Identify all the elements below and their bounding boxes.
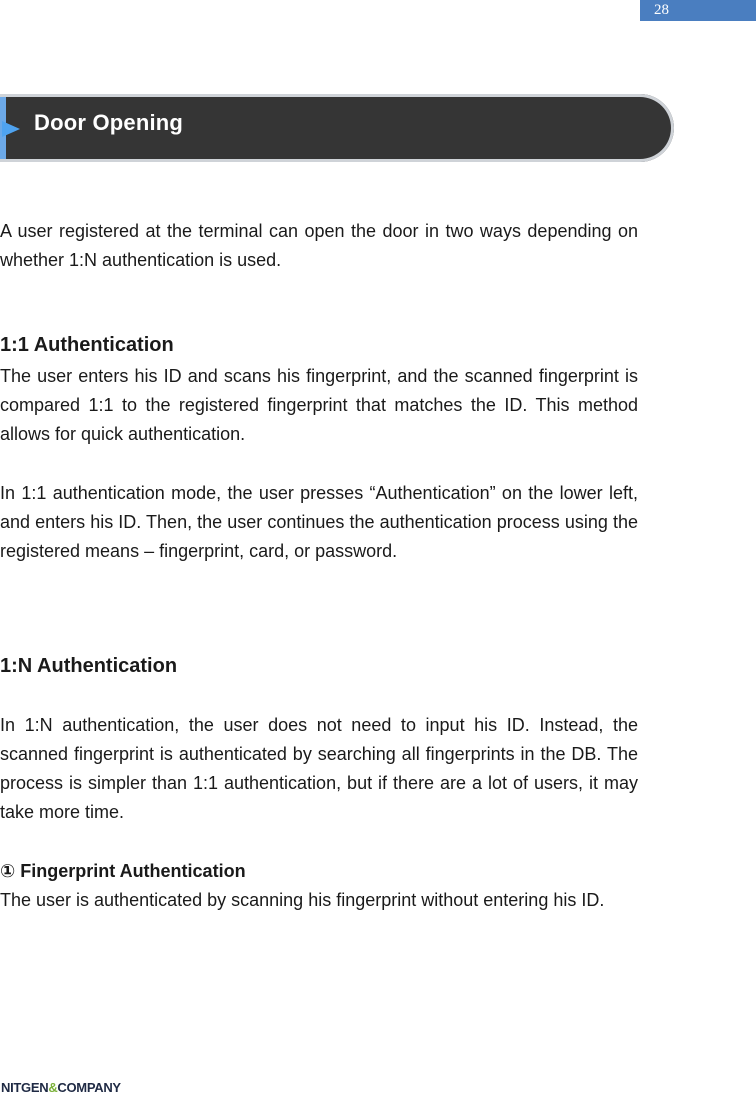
- page-number: 28: [640, 0, 756, 21]
- company-logo: NITGEN&COMPANY: [1, 1080, 121, 1095]
- paragraph-1-1-description: The user enters his ID and scans his fingerprint, and the scanned fingerprint is compared 1:1 to the registered fingerprint that matches the ID. This method allows for quick authentication.: [0, 366, 638, 444]
- intro-paragraph: A user registered at the terminal can open the door in two ways depending on whether 1:N authentication is used.: [0, 221, 638, 270]
- heading-fingerprint-authentication: ① Fingerprint Authentication: [0, 861, 246, 881]
- heading-1-n-authentication: 1:N Authentication: [0, 655, 178, 677]
- triangle-arrow-icon: [2, 121, 20, 137]
- paragraph-fingerprint-description: The user is authenticated by scanning his fingerprint without entering his ID.: [0, 890, 605, 910]
- paragraph-1-1-procedure: In 1:1 authentication mode, the user presses “Authentication” on the lower left, and enters his ID. Then, the user continues the authentication process using the registered means – fingerprint, card, or password.: [0, 483, 638, 561]
- banner-title: Door Opening: [34, 110, 184, 135]
- paragraph-1-n-description: In 1:N authentication, the user does not need to input his ID. Instead, the scanned fingerprint is authenticated by searching all fingerprints in the DB. The process is simpler than 1:1 authentication, but if there are a lot of users, it may take more time.: [0, 715, 638, 822]
- heading-1-1-authentication: 1:1 Authentication: [0, 334, 174, 356]
